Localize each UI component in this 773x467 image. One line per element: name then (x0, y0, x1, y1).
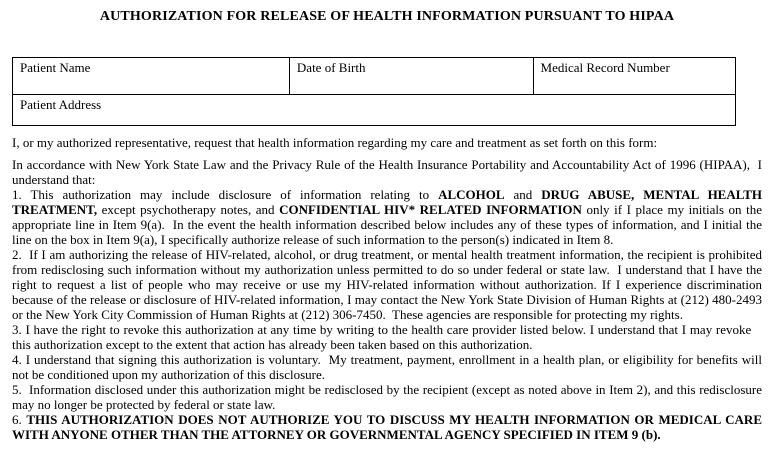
form-item-2: 2. If I am authorizing the release of HIV-related, alcohol, or drug treatment, or mental health treatment information, the recipient is prohibited from redisclosing such information without my authorization unless permitted to do so under federal or state law. I understand that I have the right to request a list of people who may receive or use my HIV-related information without authorization. If I experience discrimination because of the release or disclosure of HIV-related information, I may contact the New York State Division of Human Rights at (212) 480-2493 or the New York City Commission of Human Rights at (212) 306-7450. These agencies are responsible for protecting my rights. (12, 247, 762, 322)
medical-record-number-label: Medical Record Number (540, 60, 670, 75)
item-1-text: 1. This authorization may include disclosure of information relating to (12, 187, 439, 202)
form-item-1 (12, 187, 762, 247)
form-item-4: 4. I understand that signing this authorization is voluntary. My treatment, payment, enrollment in a health plan, or eligibility for benefits will not be conditioned upon my authorization of this disclosure. (12, 352, 762, 382)
item-1-text: except psychotherapy notes, and (97, 202, 280, 217)
item-1-text: and (504, 187, 542, 202)
patient-address-label: Patient Address (20, 97, 102, 112)
item-1-bold-confidential-hiv: CONFIDENTIAL HIV* RELATED INFORMATION (279, 202, 582, 217)
form-item-3: 3. I have the right to revoke this authorization at any time by writing to the health care provider listed below. I understand that I may revoke this authorization except to the extent that action has already been taken based on this authorization. (12, 322, 762, 352)
item-1-bold-drug-abuse-mental-health: DRUG ABUSE, MENTAL HEALTH TREATMENT, (12, 187, 763, 217)
patient-name-label: Patient Name (20, 60, 91, 75)
form-item-6 (12, 412, 762, 442)
table-row-patient-address (13, 95, 736, 126)
date-of-birth-label: Date of Birth (296, 60, 366, 75)
date-of-birth-cell (289, 58, 533, 95)
item-6-number: 6. (12, 412, 27, 427)
table-row-patient-info (13, 58, 736, 95)
item-1-text: only if I place my initials on the appropriate line in Item 9(a). In the event the health information described below includes any of these types of information, and I initial the line on the box in Item 9(a), I specifically authorize release of such information to the person(s) indicated in Item 8. (12, 202, 762, 247)
patient-info-table (12, 57, 736, 126)
item-1-bold-alcohol: ALCOHOL (438, 187, 505, 202)
form-body-text (12, 135, 762, 442)
form-title: AUTHORIZATION FOR RELEASE OF HEALTH INFORMATION PURSUANT TO HIPAA (99, 9, 675, 24)
patient-name-cell (13, 58, 290, 95)
item-6-bold-text: THIS AUTHORIZATION DOES NOT AUTHORIZE YOU TO DISCUSS MY HEALTH INFORMATION OR MEDICAL CARE WITH ANYONE OTHER THAN THE ATTORNEY OR GOVERNMENTAL AGENCY SPECIFIED IN ITEM 9 (b). (12, 412, 762, 442)
form-item-5: 5. Information disclosed under this authorization might be redisclosed by the recipient (except as noted above in Item 2), and this redisclosure may no longer be protected by federal or state law. (12, 382, 762, 412)
request-statement: I, or my authorized representative, request that health information regarding my care and treatment as set forth on this form: (12, 135, 658, 150)
accordance-statement: In accordance with New York State Law and the Privacy Rule of the Health Insurance Portability and Accountability Act of 1996 (HIPAA), I understand that: (12, 157, 762, 187)
medical-record-number-cell (533, 58, 735, 95)
patient-address-cell (13, 95, 736, 126)
